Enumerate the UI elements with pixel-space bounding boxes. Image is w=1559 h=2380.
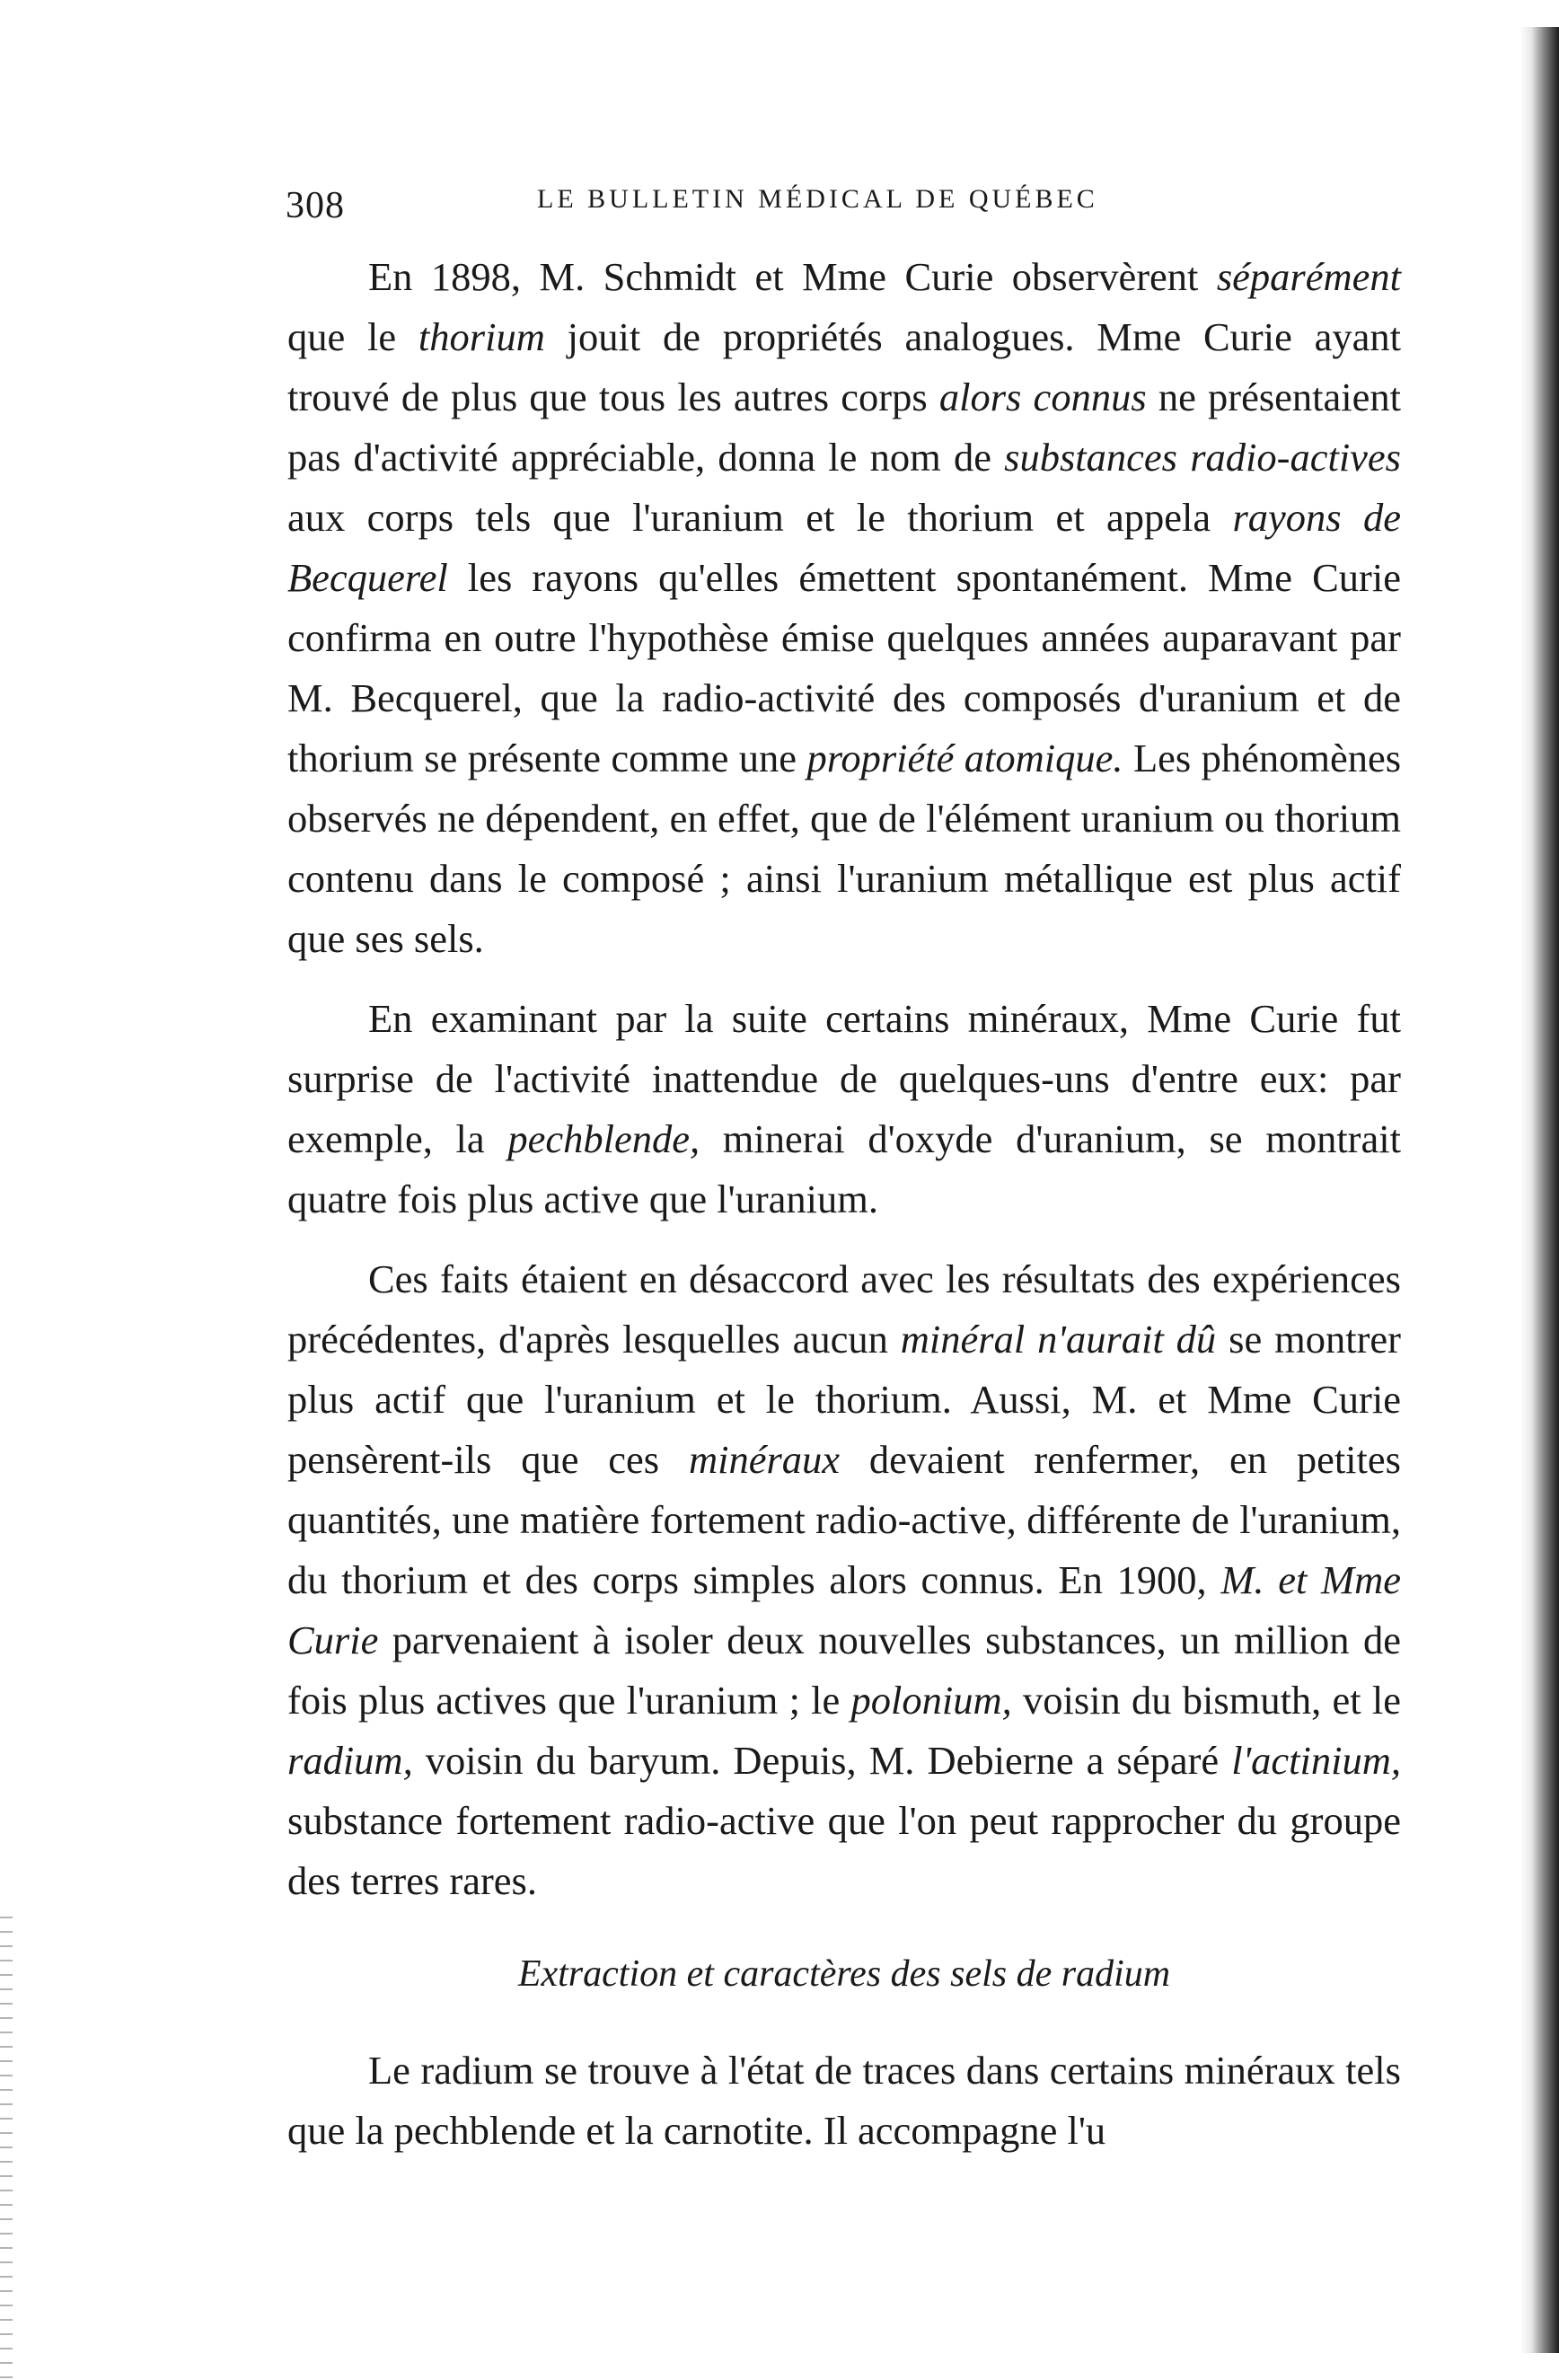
paragraph-2: En examinant par la suite certains minéraux, Mme Curie fut surprise de l'activité inattendue de quelques-uns d'entre eux: par exemple, la pechblende, minerai d'oxyde d'uranium, se montrait quatre fois plus active que l'uranium. (287, 996, 1401, 1221)
page-edge-shadow (1519, 27, 1559, 2353)
paragraph-3: Ces faits étaient en désaccord avec les résultats des expériences précédentes, d'après lesquelles aucun minéral n'aurait dû se montrer plus actif que l'uranium et le thorium. Aussi, M. et Mme Curie pensèrent-ils que ces minéraux devaient renfermer, en petites quantités, une matière fortement radio-active, différente de l'uranium, du thorium et des corps simples alors connus. En 1900, M. et Mme Curie parvenaient à isoler deux nouvelles substances, un million de fois plus actives que l'uranium ; le polonium, voisin du bismuth, et le radium, voisin du baryum. Depuis, M. Debierne a séparé l'actinium, substance fortement radio-active que l'on peut rapprocher du groupe des terres rares. (287, 1256, 1402, 1903)
paragraph-1: En 1898, M. Schmidt et Mme Curie observèrent séparément que le thorium jouit de propriétés analogues. Mme Curie ayant trouvé de plus que tous les autres corps alors connus ne présentaient pas d'activité appréciable, donna le nom de substances radio-actives aux corps tels que l'uranium et le thorium et appela rayons de Becquerel les rayons qu'elles émettent spontanément. Mme Curie confirma en outre l'hypothèse émise quelques années auparavant par M. Becquerel, que la radio-activité des composés d'uranium et de thorium se présente comme une propriété atomique. Les phénomènes observés ne dépendent, en effet, que de l'élément uranium ou thorium contenu dans le composé ; ainsi l'uranium métallique est plus actif que ses sels. (287, 254, 1402, 961)
section-subheading: Extraction et caractères des sels de radium (517, 1953, 1171, 1995)
scan-noise (0, 1904, 13, 2380)
page-header (286, 184, 1184, 238)
page-number: 308 (286, 185, 345, 226)
running-title: LE BULLETIN MÉDICAL DE QUÉBEC (537, 184, 1098, 214)
body-text (287, 247, 1401, 2181)
paragraph-4: Le radium se trouve à l'état de traces dans certains minéraux tels que la pechblende et la carnotite. Il accompagne l'u (287, 2048, 1401, 2153)
